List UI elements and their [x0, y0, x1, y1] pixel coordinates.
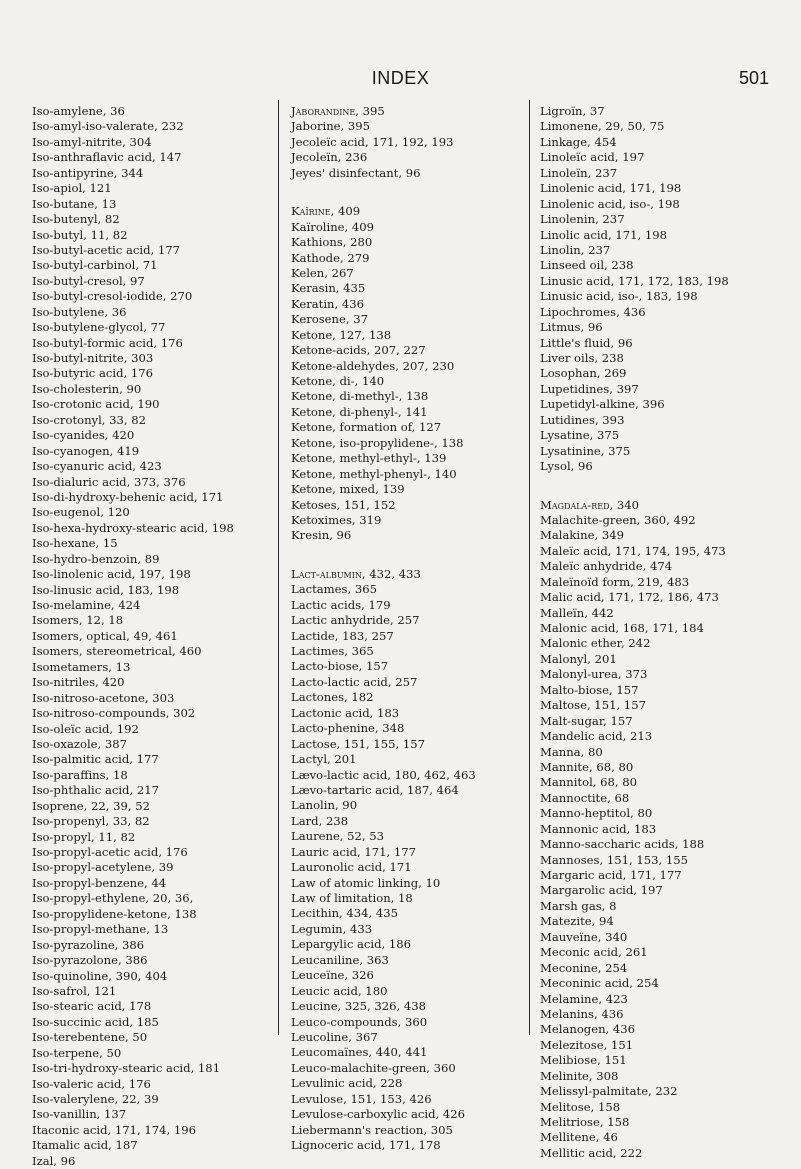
index-entry: Linoleïn, 237: [540, 165, 618, 180]
index-entry: Iso-nitroso-acetone, 303: [32, 690, 175, 705]
index-entry: Law of atomic linking, 10: [291, 875, 441, 890]
index-entry: Law of limitation, 18: [291, 891, 413, 905]
section-gap: [291, 544, 476, 567]
index-entry: Iso-butyl-cresol, 97: [32, 273, 145, 288]
index-entry: Iso-antipyrine, 344: [32, 165, 144, 180]
index-entry: Ketone, formation of, 127: [291, 420, 442, 435]
index-entry: Lact-albumin, 432, 433: [291, 566, 421, 581]
index-entry: Iso-propyl-ethylene, 20, 36,: [32, 891, 194, 906]
index-entry: Iso-cyanogen, 419: [32, 443, 140, 458]
index-entry: Kresin, 96: [291, 528, 352, 543]
index-entry: Levulinic acid, 228: [291, 1076, 403, 1091]
index-entry: Leuco-malachite-green, 360: [291, 1060, 456, 1075]
index-entry: Iso-melamine, 424: [32, 598, 141, 612]
index-entry: Linseed oil, 238: [540, 258, 634, 273]
index-entry: Melezitose, 151: [540, 1037, 634, 1052]
index-entry: Jaborine, 395: [291, 119, 371, 134]
index-entry: Kaïroline, 409: [291, 219, 375, 234]
index-entry: Iso-dialuric acid, 373, 376: [32, 474, 186, 489]
index-entry: Ketone, iso-propylidene-, 138: [291, 435, 464, 450]
index-entry: Isometamers, 13: [32, 659, 131, 674]
index-entry: Lacto-phenine, 348: [291, 721, 405, 736]
index-entry: Manno-saccharic acids, 188: [540, 837, 705, 852]
index-entry: Melanins, 436: [540, 1006, 624, 1021]
index-entry: Keratin, 436: [291, 296, 364, 311]
index-entry: Kerasin, 435: [291, 281, 366, 296]
index-entry: Linolenic acid, 171, 198: [540, 181, 682, 196]
index-entry: Ketone, mixed, 139: [291, 482, 405, 497]
index-entry: Magdala-red, 340: [540, 497, 640, 512]
index-entry: Iso-safrol, 121: [32, 983, 117, 998]
index-entry: Malonyl-urea, 373: [540, 667, 648, 682]
index-entry: Iso-stearic acid, 178: [32, 999, 152, 1014]
index-entry: Margaric acid, 171, 177: [540, 868, 682, 882]
index-entry: Levulose-carboxylic acid, 426: [291, 1107, 466, 1122]
index-entry: Jecoleïn, 236: [291, 150, 368, 165]
index-entry: Linusic acid, 171, 172, 183, 198: [540, 273, 729, 288]
index-entry: Iso-apiol, 121: [32, 181, 112, 196]
index-entry: Ketone-aldehydes, 207, 230: [291, 358, 455, 373]
section-gap: [540, 475, 729, 498]
index-entry: Liebermann's reaction, 305: [291, 1122, 453, 1137]
index-entry: Litmus, 96: [540, 320, 603, 335]
index-entry: Leucine, 325, 326, 438: [291, 999, 427, 1014]
index-entry: Linoleïc acid, 197: [540, 150, 645, 165]
index-entry: Iso-linolenic acid, 197, 198: [32, 567, 191, 582]
index-entry: Leucaniline, 363: [291, 952, 389, 967]
index-entry: Lard, 238: [291, 813, 349, 828]
index-entry: Leucomaïnes, 440, 441: [291, 1045, 428, 1060]
index-entry: Liver oils, 238: [540, 351, 624, 365]
index-entry: Malonic acid, 168, 171, 184: [540, 621, 704, 635]
index-entry: Mannite, 68, 80: [540, 759, 634, 774]
index-entry: Iso-vanillin, 137: [32, 1107, 127, 1122]
index-entry: Lactic anhydride, 257: [291, 613, 420, 628]
index-entry: Maleïc acid, 171, 174, 195, 473: [540, 543, 726, 558]
index-entry: Jeyes' disinfectant, 96: [291, 165, 421, 180]
index-entry: Lignoceric acid, 171, 178: [291, 1138, 441, 1152]
index-entry: Laurene, 52, 53: [291, 829, 385, 844]
index-entry: Meconine, 254: [540, 960, 628, 975]
index-entry: Iso-propyl-acetylene, 39: [32, 860, 174, 875]
index-entry: Iso-amyl-iso-valerate, 232: [32, 119, 184, 134]
index-entry: Matezite, 94: [540, 914, 614, 929]
index-entry: Iso-butyl-nitrite, 303: [32, 351, 154, 365]
index-entry: Jaborandine, 395: [291, 104, 385, 118]
index-entry: Iso-nitroso-compounds, 302: [32, 706, 196, 721]
index-entry: Iso-pyrazoline, 386: [32, 937, 145, 952]
index-entry: Malakine, 349: [540, 528, 624, 543]
index-entry: Mauveïne, 340: [540, 929, 628, 944]
index-entry: Iso-amylene, 36: [32, 104, 125, 118]
index-entry: Mellitene, 46: [540, 1130, 618, 1145]
index-entry: Little's fluid, 96: [540, 335, 633, 350]
index-entry: Iso-crotonic acid, 190: [32, 397, 160, 412]
index-entry: Ketone, di-phenyl-, 141: [291, 404, 428, 419]
index-entry: Iso-butyl-carbinol, 71: [32, 258, 158, 273]
index-entry: Legumin, 433: [291, 921, 373, 936]
index-entry: Iso-oxazole, 387: [32, 736, 128, 751]
index-entry: Lysatine, 375: [540, 428, 620, 443]
index-entry: Itamalic acid, 187: [32, 1138, 138, 1153]
index-entry: Malonic ether, 242: [540, 636, 651, 651]
index-entry: Kathode, 279: [291, 250, 370, 265]
index-entry: Ketone, methyl-ethyl-, 139: [291, 451, 447, 466]
index-entry: Lacto-lactic acid, 257: [291, 674, 418, 689]
index-entry: Iso-cholesterin, 90: [32, 381, 142, 396]
index-entry: Ketone, methyl-phenyl-, 140: [291, 466, 457, 481]
index-entry: Lactide, 183, 257: [291, 628, 394, 643]
index-entry: Leucoline, 367: [291, 1029, 378, 1044]
index-entry: Iso-propylidene-ketone, 138: [32, 906, 197, 921]
index-entry: Iso-propyl-acetic acid, 176: [32, 845, 188, 859]
section-gap: [291, 181, 476, 204]
index-entry: Lævo-lactic acid, 180, 462, 463: [291, 767, 476, 782]
index-entry: Malachite-green, 360, 492: [540, 512, 696, 527]
index-entry: Mandelic acid, 213: [540, 729, 653, 744]
index-entry: Mannoses, 151, 153, 155: [540, 852, 688, 867]
index-entry: Melissyl-palmitate, 232: [540, 1084, 678, 1099]
index-entry: Lepargylic acid, 186: [291, 937, 412, 952]
index-entry: Maleïc anhydride, 474: [540, 559, 673, 574]
index-entry: Mellitic acid, 222: [540, 1145, 643, 1160]
index-entry: Iso-paraffins, 18: [32, 767, 128, 782]
index-entry: Leuco-compounds, 360: [291, 1014, 428, 1029]
index-entry: Melitriose, 158: [540, 1115, 630, 1129]
index-entry: Lactic acids, 179: [291, 597, 391, 612]
index-entry: Itaconic acid, 171, 174, 196: [32, 1122, 197, 1137]
index-entry: Mannitol, 68, 80: [540, 775, 638, 790]
index-entry: Melamine, 423: [540, 991, 628, 1006]
index-entry: Lauric acid, 171, 177: [291, 844, 417, 859]
index-entry: Lupetidyl-alkine, 396: [540, 397, 665, 412]
index-entry: Isoprene, 22, 39, 52: [32, 798, 151, 813]
index-entry: Levulose, 151, 153, 426: [291, 1091, 432, 1106]
index-entry: Iso-butyric acid, 176: [32, 366, 153, 381]
index-entry: Izal, 96: [32, 1153, 76, 1168]
index-entry: Iso-amyl-nitrite, 304: [32, 134, 152, 149]
index-entry: Iso-valeric acid, 176: [32, 1076, 151, 1091]
index-entry: Maltose, 151, 157: [540, 698, 646, 713]
index-entry: Iso-cyanides, 420: [32, 428, 135, 443]
index-entry: Iso-pyrazolone, 386: [32, 953, 148, 968]
index-entry: Melibiose, 151: [540, 1053, 627, 1068]
index-entry: Iso-palmitic acid, 177: [32, 752, 159, 767]
index-entry: Iso-butylene-glycol, 77: [32, 320, 166, 335]
index-entry: Lysatinine, 375: [540, 443, 631, 458]
index-entry: Kelen, 267: [291, 265, 354, 280]
index-entry: Losophan, 269: [540, 366, 627, 381]
index-entry: Linolin, 237: [540, 242, 611, 257]
index-entry: Manno-heptitol, 80: [540, 806, 653, 821]
index-entry: Iso-butyl-cresol-iodide, 270: [32, 289, 193, 304]
index-entry: Isomers, 12, 18: [32, 613, 124, 628]
index-entry: Limonene, 29, 50, 75: [540, 119, 665, 134]
index-entry: Iso-hydro-benzoin, 89: [32, 551, 160, 566]
index-column-1: [32, 104, 234, 1169]
index-entry: Ketone, 127, 138: [291, 327, 392, 342]
index-entry: Lysol, 96: [540, 459, 593, 474]
index-entry: Meconinic acid, 254: [540, 976, 659, 991]
index-entry: Iso-butylene, 36: [32, 304, 127, 319]
column-divider: [278, 100, 279, 1035]
index-entry: Malic acid, 171, 172, 186, 473: [540, 590, 719, 605]
index-entry: Kaïrine, 409: [291, 204, 361, 219]
index-entry: Iso-butyl-formic acid, 176: [32, 335, 183, 350]
index-entry: Malto-biose, 157: [540, 682, 639, 697]
index-entry: Iso-eugenol, 120: [32, 505, 130, 520]
index-entry: Lauronolic acid, 171: [291, 860, 412, 875]
index-entry: Iso-propenyl, 33, 82: [32, 814, 150, 829]
index-entry: Margarolic acid, 197: [540, 883, 663, 898]
index-entry: Iso-oleïc acid, 192: [32, 721, 139, 736]
index-entry: Iso-quinoline, 390, 404: [32, 968, 168, 983]
index-column-3: [540, 104, 729, 1161]
index-column-2: [291, 104, 476, 1153]
index-entry: Lutidines, 393: [540, 412, 625, 427]
index-entry: Lactonic acid, 183: [291, 705, 400, 720]
column-divider: [529, 100, 530, 1035]
index-entry: Lactames, 365: [291, 582, 377, 597]
index-entry: Melitose, 158: [540, 1099, 621, 1114]
index-entry: Lecithin, 434, 435: [291, 906, 399, 921]
index-entry: Iso-terebentene, 50: [32, 1030, 148, 1045]
index-entry: Linolic acid, 171, 198: [540, 227, 667, 242]
index-entry: Leucic acid, 180: [291, 983, 388, 998]
index-entry: Iso-propyl-benzene, 44: [32, 875, 167, 890]
index-entry: Iso-linusic acid, 183, 198: [32, 582, 180, 597]
index-entry: Kathions, 280: [291, 235, 373, 250]
index-entry: Linkage, 454: [540, 134, 617, 149]
index-entry: Mannoctite, 68: [540, 790, 630, 805]
index-entry: Lactones, 182: [291, 690, 374, 705]
index-entry: Iso-valerylene, 22, 39: [32, 1092, 159, 1106]
index-entry: Iso-terpene, 50: [32, 1045, 122, 1060]
index-entry: Iso-butenyl, 82: [32, 212, 120, 227]
index-entry: Lupetidines, 397: [540, 381, 639, 396]
index-entry: Malonyl, 201: [540, 651, 617, 666]
index-entry: Linolenic acid, iso-, 198: [540, 196, 680, 211]
index-entry: Manna, 80: [540, 744, 603, 759]
index-entry: Iso-di-hydroxy-behenic acid, 171: [32, 489, 224, 504]
index-entry: Lipochromes, 436: [540, 304, 646, 319]
index-entry: Iso-tri-hydroxy-stearic acid, 181: [32, 1061, 221, 1076]
index-entry: Lactyl, 201: [291, 752, 357, 767]
index-entry: Iso-crotonyl, 33, 82: [32, 412, 147, 427]
page-title: INDEX: [371, 68, 430, 88]
index-entry: Jecoleïc acid, 171, 192, 193: [291, 134, 454, 149]
index-entry: Meconic acid, 261: [540, 945, 648, 960]
index-entry: Iso-butane, 13: [32, 196, 117, 211]
index-entry: Ligroïn, 37: [540, 104, 605, 118]
index-entry: Isomers, stereometrical, 460: [32, 644, 202, 659]
index-entry: Ketone, di-, 140: [291, 374, 385, 388]
index-entry: Linolenin, 237: [540, 212, 625, 227]
index-entry: Iso-propyl, 11, 82: [32, 829, 136, 844]
index-entry: Malt-sugar, 157: [540, 713, 633, 728]
index-entry: Lævo-tartaric acid, 187, 464: [291, 782, 459, 797]
index-entry: Iso-butyl-acetic acid, 177: [32, 242, 180, 257]
index-entry: Isomers, optical, 49, 461: [32, 628, 178, 643]
index-entry: Leuceïne, 326: [291, 968, 374, 983]
index-entry: Ketoses, 151, 152: [291, 497, 396, 512]
index-entry: Lanolin, 90: [291, 798, 358, 813]
index-entry: Marsh gas, 8: [540, 898, 617, 913]
index-entry: Melinite, 308: [540, 1068, 619, 1083]
index-entry: Iso-cyanuric acid, 423: [32, 459, 162, 474]
index-entry: Iso-nitriles, 420: [32, 675, 125, 690]
index-entry: Iso-anthraflavic acid, 147: [32, 150, 182, 165]
index-entry: Kerosene, 37: [291, 312, 368, 327]
index-entry: Mannonic acid, 183: [540, 821, 657, 836]
index-entry: Malleïn, 442: [540, 605, 614, 620]
index-entry: Iso-hexa-hydroxy-stearic acid, 198: [32, 520, 234, 535]
index-entry: Lactose, 151, 155, 157: [291, 736, 426, 751]
index-entry: Iso-succinic acid, 185: [32, 1014, 159, 1029]
index-entry: Melanogen, 436: [540, 1022, 636, 1037]
index-entry: Iso-propyl-methane, 13: [32, 922, 169, 937]
index-entry: Ketone-acids, 207, 227: [291, 343, 426, 358]
page-number: 501: [738, 68, 769, 88]
index-entry: Ketoximes, 319: [291, 512, 382, 527]
index-entry: Lacto-biose, 157: [291, 659, 389, 674]
index-entry: Linusic acid, iso-, 183, 198: [540, 289, 698, 304]
index-entry: Iso-butyl, 11, 82: [32, 227, 128, 242]
page-header: [0, 68, 801, 92]
index-entry: Iso-hexane, 15: [32, 536, 118, 551]
index-entry: Iso-phthalic acid, 217: [32, 783, 159, 798]
index-entry: Lactimes, 365: [291, 644, 374, 658]
index-entry: Maleïnoïd form, 219, 483: [540, 574, 690, 589]
index-entry: Ketone, di-methyl-, 138: [291, 389, 429, 404]
